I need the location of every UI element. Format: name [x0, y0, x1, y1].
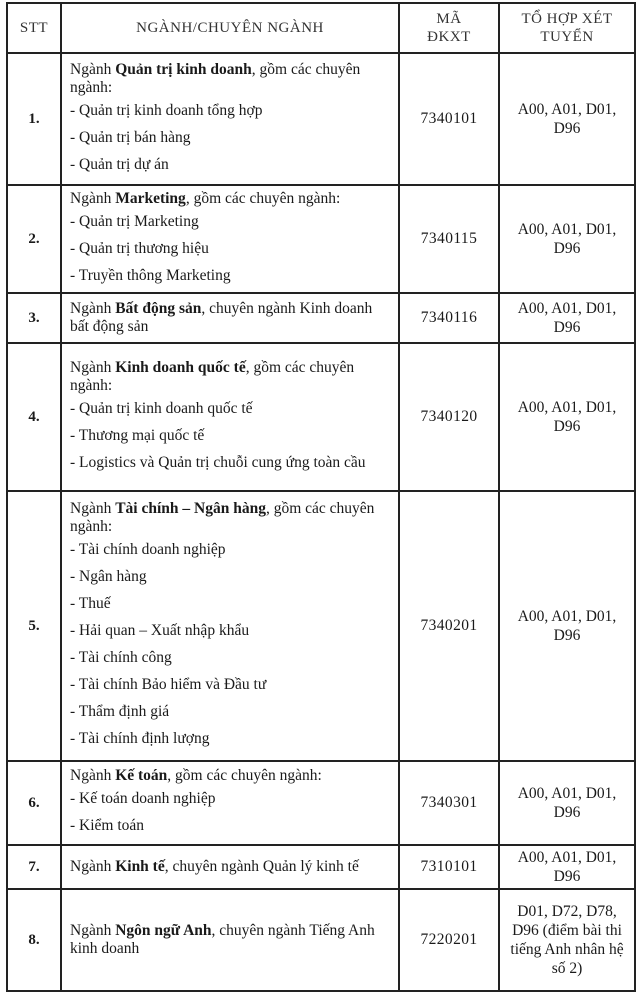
- major-name: Kinh tế: [115, 858, 165, 875]
- row-code: 7220201: [399, 889, 499, 991]
- row-combination: A00, A01, D01, D96: [499, 845, 635, 889]
- major-suffix: , gồm các chuyên ngành:: [70, 500, 375, 535]
- row-stt: 5.: [7, 491, 61, 761]
- major-intro: [70, 359, 390, 395]
- major-name: Quản trị kinh doanh: [115, 60, 252, 78]
- major-prefix: Ngành: [70, 60, 116, 78]
- row-major-cell: [61, 185, 399, 293]
- specialization-item: - Tài chính Bảo hiểm và Đầu tư: [70, 671, 390, 698]
- specialization-item: - Thuế: [70, 590, 390, 617]
- header-nganh: NGÀNH/CHUYÊN NGÀNH: [61, 3, 399, 53]
- admission-table: [6, 2, 636, 992]
- specialization-item: - Quản trị kinh doanh quốc tế: [70, 395, 390, 422]
- major-prefix: Ngành: [70, 922, 116, 939]
- major-suffix: , chuyên ngành Tiếng Anh kinh doanh: [70, 922, 375, 957]
- admission-table-body: [7, 53, 635, 991]
- row-major-cell: [61, 761, 399, 845]
- row-stt: 3.: [7, 293, 61, 343]
- row-stt: 7.: [7, 845, 61, 889]
- table-row: [7, 889, 635, 991]
- row-code: 7340101: [399, 53, 499, 185]
- table-row: [7, 491, 635, 761]
- major-prefix: Ngành: [70, 300, 116, 317]
- major-prefix: Ngành: [70, 767, 116, 784]
- header-row: [7, 3, 635, 53]
- specialization-item: - Quản trị dự án: [70, 151, 390, 178]
- specialization-item: - Hải quan – Xuất nhập khẩu: [70, 617, 390, 644]
- major-name: Ngôn ngữ Anh: [115, 922, 212, 939]
- row-code: 7310101: [399, 845, 499, 889]
- specialization-item: - Quản trị thương hiệu: [70, 235, 390, 262]
- major-prefix: Ngành: [70, 358, 116, 376]
- header-ma-line1: MÃ: [436, 11, 462, 27]
- specialization-item: - Quản trị Marketing: [70, 208, 390, 235]
- row-major-cell: [61, 343, 399, 491]
- specialization-item: - Tài chính công: [70, 644, 390, 671]
- table-row: [7, 53, 635, 185]
- major-prefix: Ngành: [70, 858, 116, 875]
- table-row: [7, 761, 635, 845]
- specialization-item: - Ngân hàng: [70, 563, 390, 590]
- specialization-item: - Tài chính định lượng: [70, 725, 390, 752]
- row-stt: 4.: [7, 343, 61, 491]
- major-intro: [70, 190, 390, 208]
- specialization-item: - Truyền thông Marketing: [70, 262, 390, 289]
- header-ma: [399, 3, 499, 53]
- major-name: Kế toán: [115, 767, 168, 784]
- major-intro: [70, 500, 390, 536]
- header-tohop-line1: TỔ HỢP XÉT: [521, 11, 613, 27]
- table-row: [7, 293, 635, 343]
- row-code: 7340116: [399, 293, 499, 343]
- row-combination: D01, D72, D78, D96 (điểm bài thi tiếng Anh nhân hệ số 2): [499, 889, 635, 991]
- row-combination: A00, A01, D01, D96: [499, 185, 635, 293]
- table-row: [7, 845, 635, 889]
- row-code: 7340120: [399, 343, 499, 491]
- row-major-cell: [61, 889, 399, 991]
- major-intro: [70, 300, 390, 336]
- table-row: [7, 343, 635, 491]
- specialization-item: - Quản trị kinh doanh tổng hợp: [70, 97, 390, 124]
- major-suffix: , gồm các chuyên ngành:: [70, 60, 361, 96]
- major-prefix: Ngành: [70, 189, 116, 207]
- major-intro: [70, 858, 390, 876]
- major-name: Marketing: [115, 189, 186, 207]
- row-major-cell: [61, 293, 399, 343]
- row-stt: 8.: [7, 889, 61, 991]
- row-stt: 2.: [7, 185, 61, 293]
- row-code: 7340201: [399, 491, 499, 761]
- major-intro: [70, 922, 390, 958]
- header-ma-line2: ĐKXT: [427, 29, 471, 45]
- row-combination: A00, A01, D01, D96: [499, 293, 635, 343]
- row-combination: A00, A01, D01, D96: [499, 491, 635, 761]
- major-name: Tài chính – Ngân hàng: [115, 500, 266, 517]
- specialization-item: - Tài chính doanh nghiệp: [70, 536, 390, 563]
- row-major-cell: [61, 53, 399, 185]
- major-suffix: , chuyên ngành Quản lý kinh tế: [164, 858, 359, 875]
- major-suffix: , chuyên ngành Kinh doanh bất động sản: [70, 300, 373, 335]
- row-major-cell: [61, 845, 399, 889]
- row-major-cell: [61, 491, 399, 761]
- admission-table-sheet: [6, 2, 634, 992]
- specialization-item: - Thẩm định giá: [70, 698, 390, 725]
- major-intro: [70, 61, 390, 97]
- header-tohop-line2: TUYỂN: [540, 29, 594, 45]
- specialization-item: - Kiểm toán: [70, 812, 390, 839]
- specialization-item: - Logistics và Quản trị chuỗi cung ứng toàn cầu: [70, 449, 390, 476]
- row-stt: 6.: [7, 761, 61, 845]
- table-row: [7, 185, 635, 293]
- row-combination: A00, A01, D01, D96: [499, 761, 635, 845]
- header-stt: STT: [7, 3, 61, 53]
- row-stt: 1.: [7, 53, 61, 185]
- major-suffix: , gồm các chuyên ngành:: [167, 767, 322, 784]
- major-intro: [70, 767, 390, 785]
- row-code: 7340301: [399, 761, 499, 845]
- row-combination: A00, A01, D01, D96: [499, 53, 635, 185]
- major-suffix: , gồm các chuyên ngành:: [185, 189, 341, 207]
- major-name: Kinh doanh quốc tế: [115, 358, 246, 376]
- major-name: Bất động sản: [115, 300, 202, 317]
- row-code: 7340115: [399, 185, 499, 293]
- major-suffix: , gồm các chuyên ngành:: [70, 358, 355, 394]
- specialization-item: - Kế toán doanh nghiệp: [70, 785, 390, 812]
- header-tohop: [499, 3, 635, 53]
- specialization-item: - Thương mại quốc tế: [70, 422, 390, 449]
- major-prefix: Ngành: [70, 500, 116, 517]
- specialization-item: - Quản trị bán hàng: [70, 124, 390, 151]
- row-combination: A00, A01, D01, D96: [499, 343, 635, 491]
